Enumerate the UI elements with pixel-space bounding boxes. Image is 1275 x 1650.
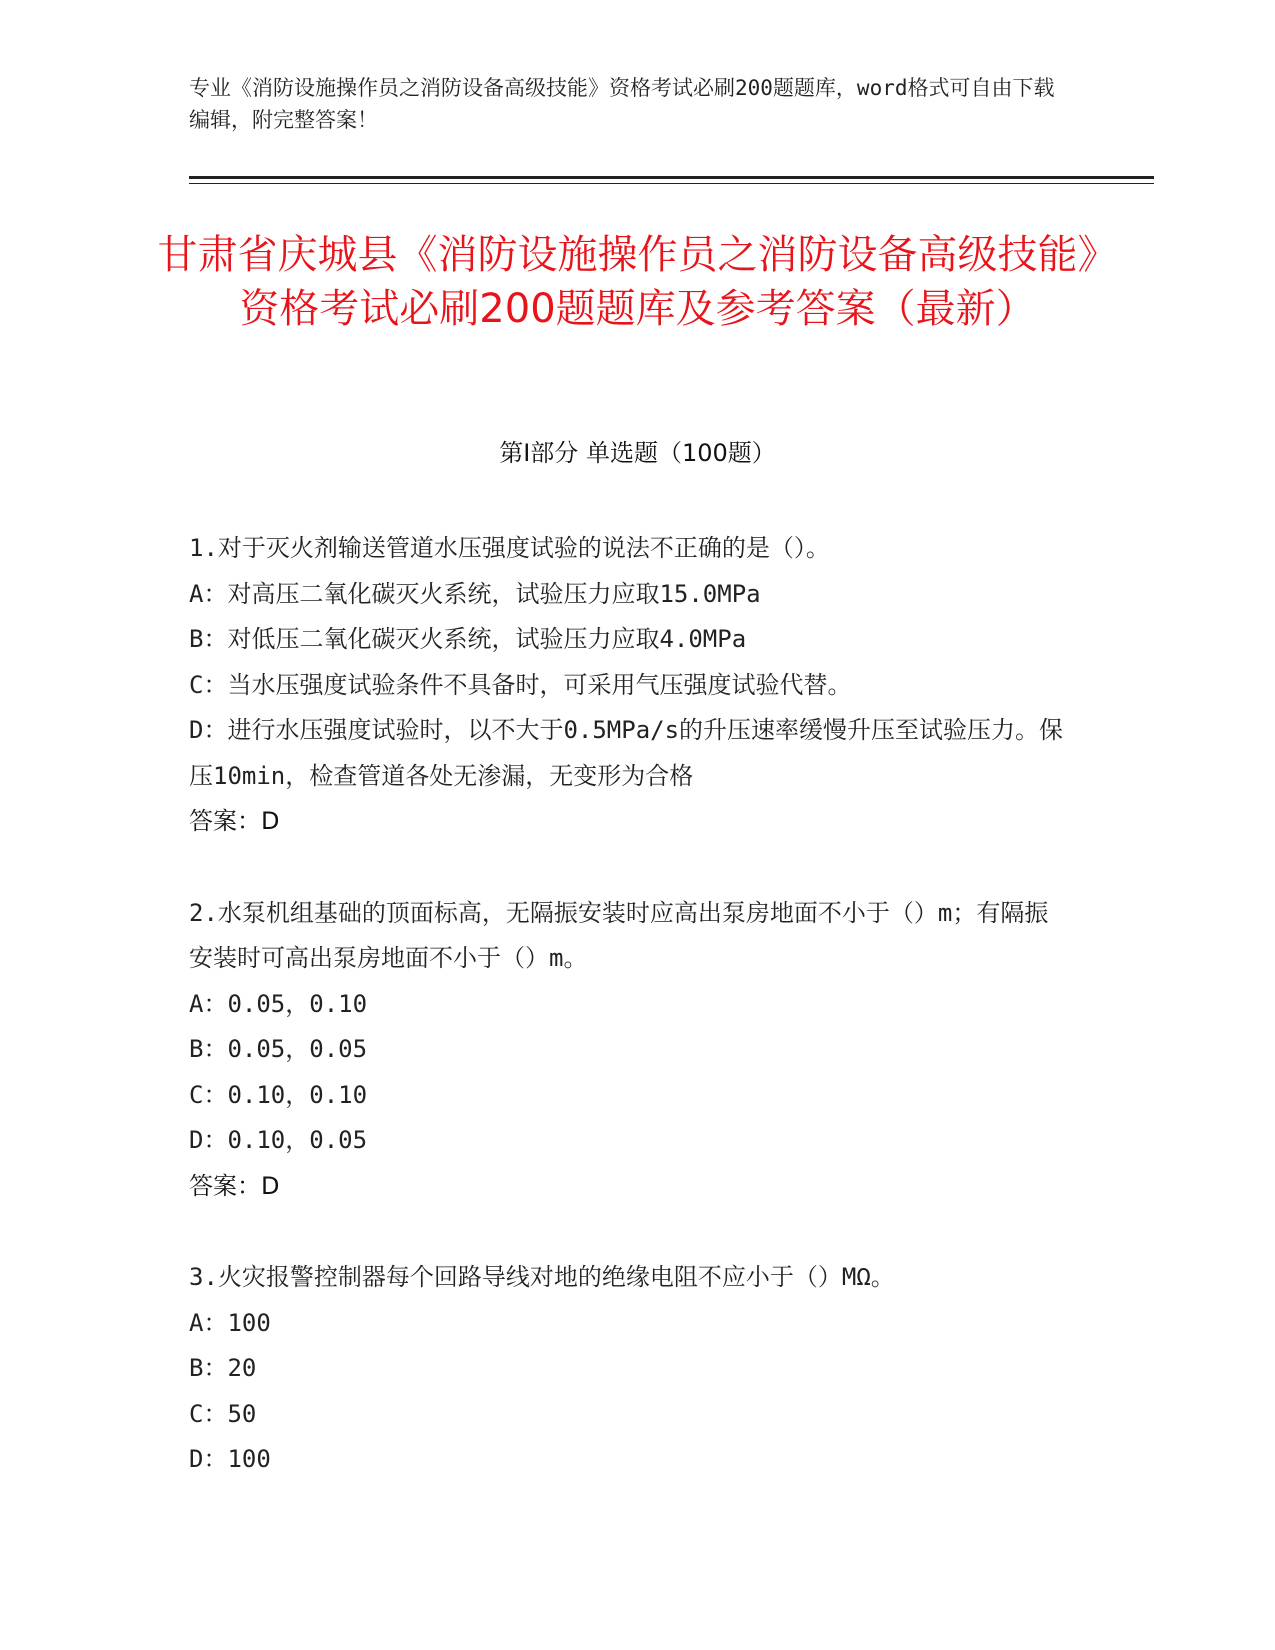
question-2 [189,891,1069,1210]
question-stem: 3.火灾报警控制器每个回路导线对地的绝缘电阻不应小于（）MΩ。 [189,1263,895,1291]
option-d: D：进行水压强度试验时，以不大于0.5MPa/s的升压速率缓慢升压至试验压力。保压10min，检查管道各处无渗漏，无变形为合格 [189,716,1064,790]
header-divider-thick [189,176,1154,179]
question-stem: 2.水泵机组基础的顶面标高，无隔振安装时应高出泵房地面不小于（）m；有隔振安装时可高出泵房地面不小于（）m。 [189,898,1049,972]
header-divider-thin [189,183,1154,184]
option-c: C：当水压强度试验条件不具备时，可采用气压强度试验代替。 [189,670,852,699]
question-stem: 1.对于灭火剂输送管道水压强度试验的说法不正确的是（）。 [189,534,830,562]
header-note: 专业《消防设施操作员之消防设备高级技能》资格考试必刷200题题库，word格式可自由下载编辑，附完整答案！ [189,76,1055,132]
question-list [189,526,1069,1529]
option-a: A：对高压二氧化碳灭火系统，试验压力应取15.0MPa [189,579,761,608]
answer: 答案：D [189,807,280,835]
answer: 答案：D [189,1171,280,1200]
option-d: D：0.10，0.05 [189,1126,368,1154]
option-d: D：100 [189,1445,271,1473]
option-c: C：0.10，0.10 [189,1080,368,1109]
option-b: B：0.05，0.05 [189,1035,368,1063]
option-a: A：100 [189,1308,271,1337]
option-b: B：20 [189,1354,257,1382]
document-title: 甘肃省庆城县《消防设施操作员之消防设备高级技能》资格考试必刷200题题库及参考答案（最新） [157,232,1118,332]
option-c: C：50 [189,1399,257,1428]
option-a: A：0.05，0.10 [189,989,368,1018]
question-1 [189,526,1069,845]
option-b: B：对低压二氧化碳灭火系统，试验压力应取4.0MPa [189,625,747,653]
question-3 [189,1255,1069,1483]
section-heading: 第Ⅰ部分 单选题（100题） [499,439,776,467]
